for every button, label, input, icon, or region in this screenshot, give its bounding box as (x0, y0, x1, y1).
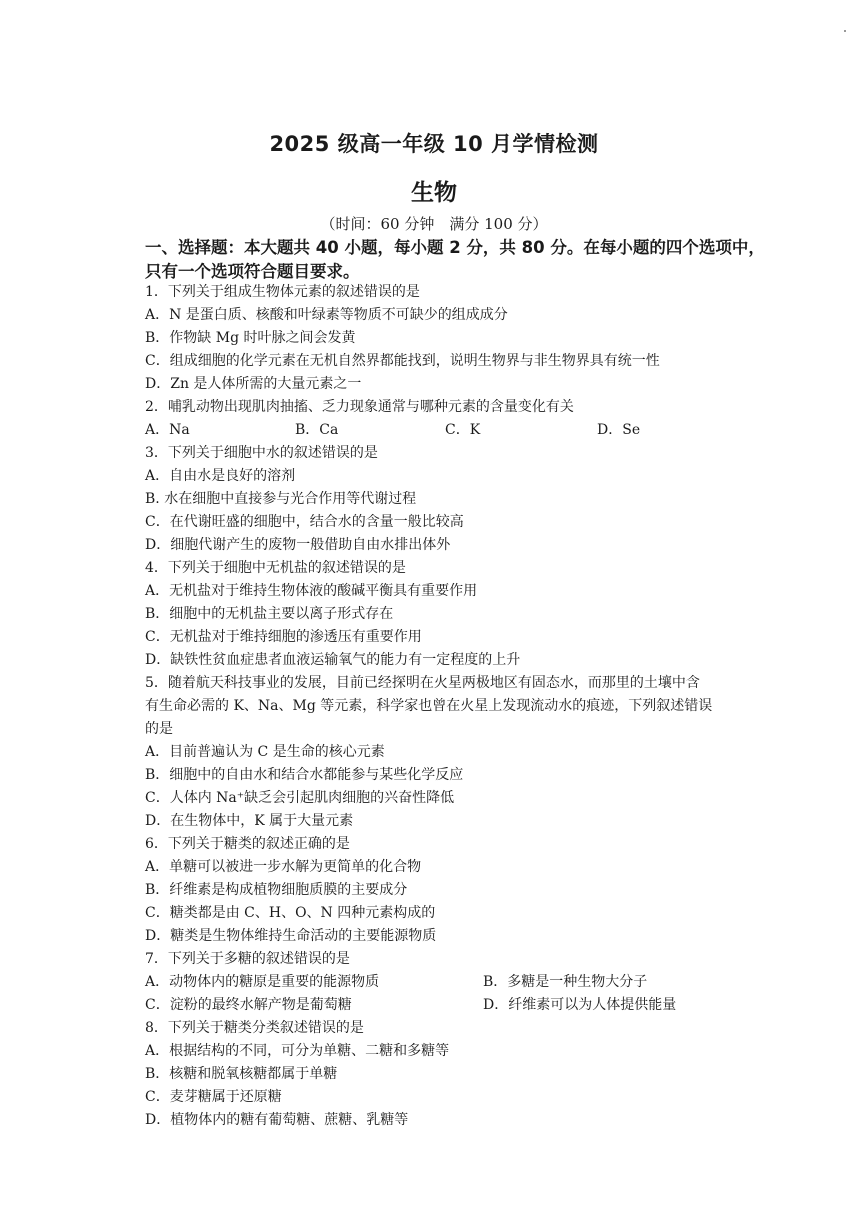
question-8-option-b: B．核糖和脱氧核糖都属于单糖 (145, 1066, 338, 1082)
question-5-option-c: C．人体内 Na⁺缺乏会引起肌肉细胞的兴奋性降低 (145, 790, 455, 806)
question-3-stem: 3．下列关于细胞中水的叙述错误的是 (145, 445, 378, 461)
question-5-stem-line-2: 有生命必需的 K、Na、Mg 等元素，科学家也曾在火星上发现流动水的痕迹，下列叙述错误 (145, 698, 713, 714)
question-3-option-b: B. 水在细胞中直接参与光合作用等代谢过程 (145, 491, 417, 507)
question-2-option-a: A．Na (145, 422, 190, 438)
question-5-option-b: B．细胞中的自由水和结合水都能参与某些化学反应 (145, 767, 464, 783)
question-8-option-a: A．根据结构的不同，可分为单糖、二糖和多糖等 (145, 1043, 450, 1059)
question-4-stem: 4．下列关于细胞中无机盐的叙述错误的是 (145, 560, 406, 576)
question-7-stem: 7．下列关于多糖的叙述错误的是 (145, 951, 350, 967)
question-2-option-c: C．K (445, 422, 481, 438)
question-5-option-a: A．目前普遍认为 C 是生命的核心元素 (145, 744, 385, 760)
question-1-option-b: B．作物缺 Mg 时叶脉之间会发黄 (145, 330, 356, 346)
question-4-option-d: D．缺铁性贫血症患者血液运输氧气的能力有一定程度的上升 (145, 652, 521, 668)
question-6-option-a: A．单糖可以被进一步水解为更简单的化合物 (145, 859, 422, 875)
subject-title: 生物 (411, 180, 457, 206)
question-8-stem: 8．下列关于糖类分类叙述错误的是 (145, 1020, 364, 1036)
question-8-option-c: C．麦芽糖属于还原糖 (145, 1089, 282, 1105)
question-4-option-c: C．无机盐对于维持细胞的渗透压有重要作用 (145, 629, 422, 645)
scan-speck (844, 30, 846, 32)
question-3-option-d: D．细胞代谢产生的废物一般借助自由水排出体外 (145, 537, 451, 553)
question-7-option-a: A．动物体内的糖原是重要的能源物质 (145, 974, 380, 990)
question-2-option-b: B．Ca (295, 422, 339, 438)
question-1-stem: 1．下列关于组成生物体元素的叙述错误的是 (145, 284, 420, 300)
question-1-option-c: C．组成细胞的化学元素在无机自然界都能找到，说明生物界与非生物界具有统一性 (145, 353, 660, 369)
exam-meta: （时间：60 分钟 满分 100 分） (320, 215, 548, 233)
question-1-option-d: D．Zn 是人体所需的大量元素之一 (145, 376, 362, 392)
question-5-stem-line-3: 的是 (145, 721, 173, 737)
question-5-stem-line-1: 5．随着航天科技事业的发展，目前已经探明在火星两极地区有固态水，而那里的土壤中含 (145, 675, 700, 691)
question-6-stem: 6．下列关于糖类的叙述正确的是 (145, 836, 350, 852)
question-4-option-a: A．无机盐对于维持生物体液的酸碱平衡具有重要作用 (145, 583, 478, 599)
question-7-option-c: C．淀粉的最终水解产物是葡萄糖 (145, 997, 352, 1013)
question-8-option-d: D．植物体内的糖有葡萄糖、蔗糖、乳糖等 (145, 1112, 409, 1128)
question-6-option-b: B．纤维素是构成植物细胞质膜的主要成分 (145, 882, 408, 898)
question-6-option-d: D．糖类是生物体维持生命活动的主要能源物质 (145, 928, 437, 944)
question-7-option-b: B．多糖是一种生物大分子 (483, 974, 648, 990)
question-4-option-b: B．细胞中的无机盐主要以离子形式存在 (145, 606, 394, 622)
exam-title: 2025 级高一年级 10 月学情检测 (269, 132, 599, 156)
question-5-option-d: D．在生物体中，K 属于大量元素 (145, 813, 354, 829)
question-3-option-c: C．在代谢旺盛的细胞中，结合水的含量一般比较高 (145, 514, 464, 530)
question-6-option-c: C．糖类都是由 C、H、O、N 四种元素构成的 (145, 905, 436, 921)
question-2-option-d: D．Se (597, 422, 641, 438)
question-3-option-a: A．自由水是良好的溶剂 (145, 468, 296, 484)
question-7-option-d: D．纤维素可以为人体提供能量 (483, 997, 677, 1013)
question-1-option-a: A．N 是蛋白质、核酸和叶绿素等物质不可缺少的组成成分 (145, 307, 508, 323)
section-heading: 一、选择题：本大题共 40 小题，每小题 2 分，共 80 分。在每小题的四个选项中，只有一个选项符合题目要求。 (145, 238, 765, 281)
question-2-stem: 2．哺乳动物出现肌肉抽搐、乏力现象通常与哪种元素的含量变化有关 (145, 399, 574, 415)
